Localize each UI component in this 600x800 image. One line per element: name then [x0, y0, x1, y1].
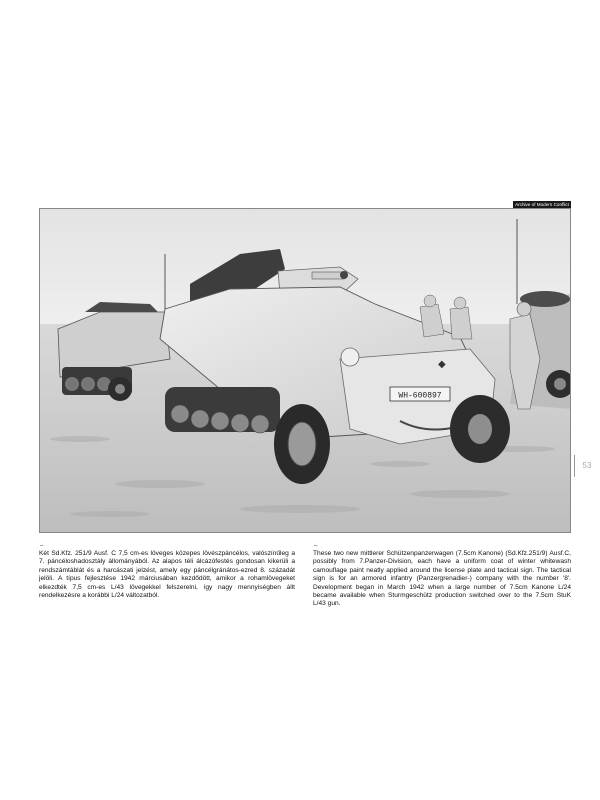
caption-marker: – [314, 543, 318, 549]
svg-text:◆: ◆ [438, 359, 446, 370]
caption-marker: – [40, 543, 44, 549]
main-photograph [39, 208, 571, 533]
caption-text-english: These two new mittlerer Schützenpanzerwagen (7.5cm Kanone) (Sd.Kfz.251/9) Ausf.C, possibly from 7.Panzer-Division, each have a uniform coat of winter whitewash camouflage paint neatly applied around the license plate and tactical sign. The tactical sign is for an armored infantry (Panzergrenadier-) company with the number '8'. Development began in March 1942 when a large number of 7.5cm Kanone L/24 became available when Sturmgeschütz production switched over to the 7.5cm StuK L/43 gun. [313, 550, 571, 608]
caption-english [313, 543, 571, 609]
caption-text-hungarian: Két Sd.Kfz. 251/9 Ausf. C 7,5 cm-es löveges közepes lövészpáncélos, valószínűleg a 7. páncéloshadosztály állományából. Az alapos téli álcázófestés gondosan kikerüli a rendszámtáblát és a harcászati jelzést, amely egy páncélgránátos-ezred 8. századát jelöli. A típus fejlesztése 1942 márciusában kezdődött, amikor a rohamlövegeket elkezdték 7,5 cm-es L/43 lövegekkel felszerelni, így nagy mennyiségben állt rendelkezésre a korábbi L/24 változatból. [39, 550, 295, 600]
page-number: 53 [574, 455, 599, 477]
caption-hungarian [39, 543, 295, 600]
photo-credit: Archive of Modern Conflict [513, 201, 571, 208]
license-plate-text: WH-600897 [398, 391, 442, 401]
